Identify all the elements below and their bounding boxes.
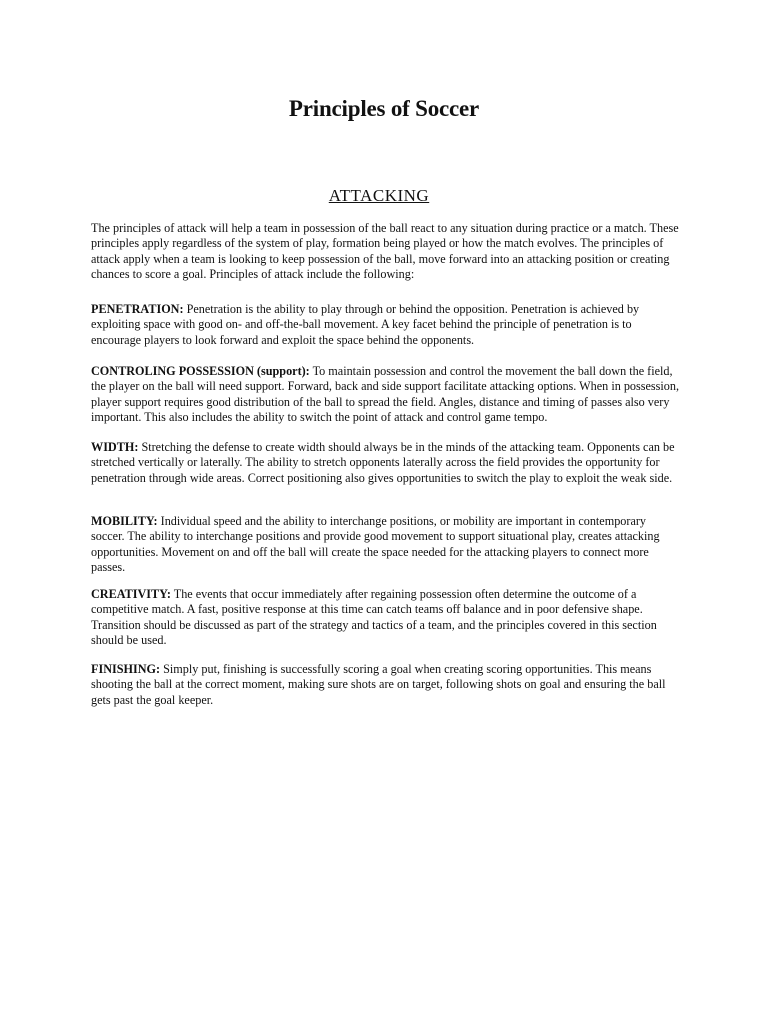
principle-penetration [91, 302, 681, 348]
principle-mobility [91, 514, 681, 576]
principle-description: Stretching the defense to create width should always be in the minds of the attacking team. Opponents can be stretched vertically or laterally. The ability to stretch opponents laterally across the field provides the opportunity for penetration through wide areas. Correct positioning also gives opportunities to switch the play to exploit the weak side. [91, 440, 675, 485]
principle-creativity [91, 587, 681, 649]
principle-term: CONTROLING POSSESSION (support): [91, 364, 310, 378]
principle-term: FINISHING: [91, 662, 161, 676]
principle-width [91, 440, 681, 486]
page-title: Principles of Soccer [288, 96, 480, 121]
section-heading-attacking: ATTACKING [328, 186, 430, 205]
principle-finishing [91, 662, 681, 708]
principle-description: To maintain possession and control the movement the ball down the field, the player on the ball will need support. Forward, back and side support facilitate attacking options. When in possession, player support requires good distribution of the ball to spread the field. Angles, distance and timing of passes also very important. This also includes the ability to switch the point of attack and control game tempo. [91, 364, 680, 425]
principle-description: The events that occur immediately after regaining possession often determine the outcome of a competitive match. A fast, positive response at this time can catch teams off balance and in poor defensive shape. Transition should be discussed as part of the strategy and tactics of a team, and the principles covered in this section should be used. [91, 587, 657, 648]
principle-term: WIDTH: [91, 440, 139, 454]
principle-description: Penetration is the ability to play through or behind the opposition. Penetration is achieved by exploiting space with good on- and off-the-ball movement. A key facet behind the principle of penetration is to encourage players to look forward and exploit the space behind the opponents. [91, 302, 640, 347]
intro-paragraph: The principles of attack will help a team in possession of the ball react to any situation during practice or a match. These principles apply regardless of the system of play, formation being played or how the match evolves. The principles of attack apply when a team is looking to keep possession of the ball, move forward into an attacking position or creating chances to score a goal. Principles of attack include the following: [91, 221, 679, 282]
principle-term: PENETRATION: [91, 302, 184, 316]
principle-description: Simply put, finishing is successfully scoring a goal when creating scoring opportunities. This means shooting the ball at the correct moment, making sure shots are on target, following shots on goal and ensuring the ball gets past the goal keeper. [91, 662, 666, 707]
principle-term: MOBILITY: [91, 514, 158, 528]
principle-description: Individual speed and the ability to interchange positions, or mobility are important in contemporary soccer. The ability to interchange positions and provide good movement to support situational play, creates attacking opportunities. Movement on and off the ball will create the space needed for the attacking players to connect more passes. [91, 514, 660, 575]
principle-term: CREATIVITY: [91, 587, 171, 601]
principle-controling-possession [91, 364, 681, 426]
